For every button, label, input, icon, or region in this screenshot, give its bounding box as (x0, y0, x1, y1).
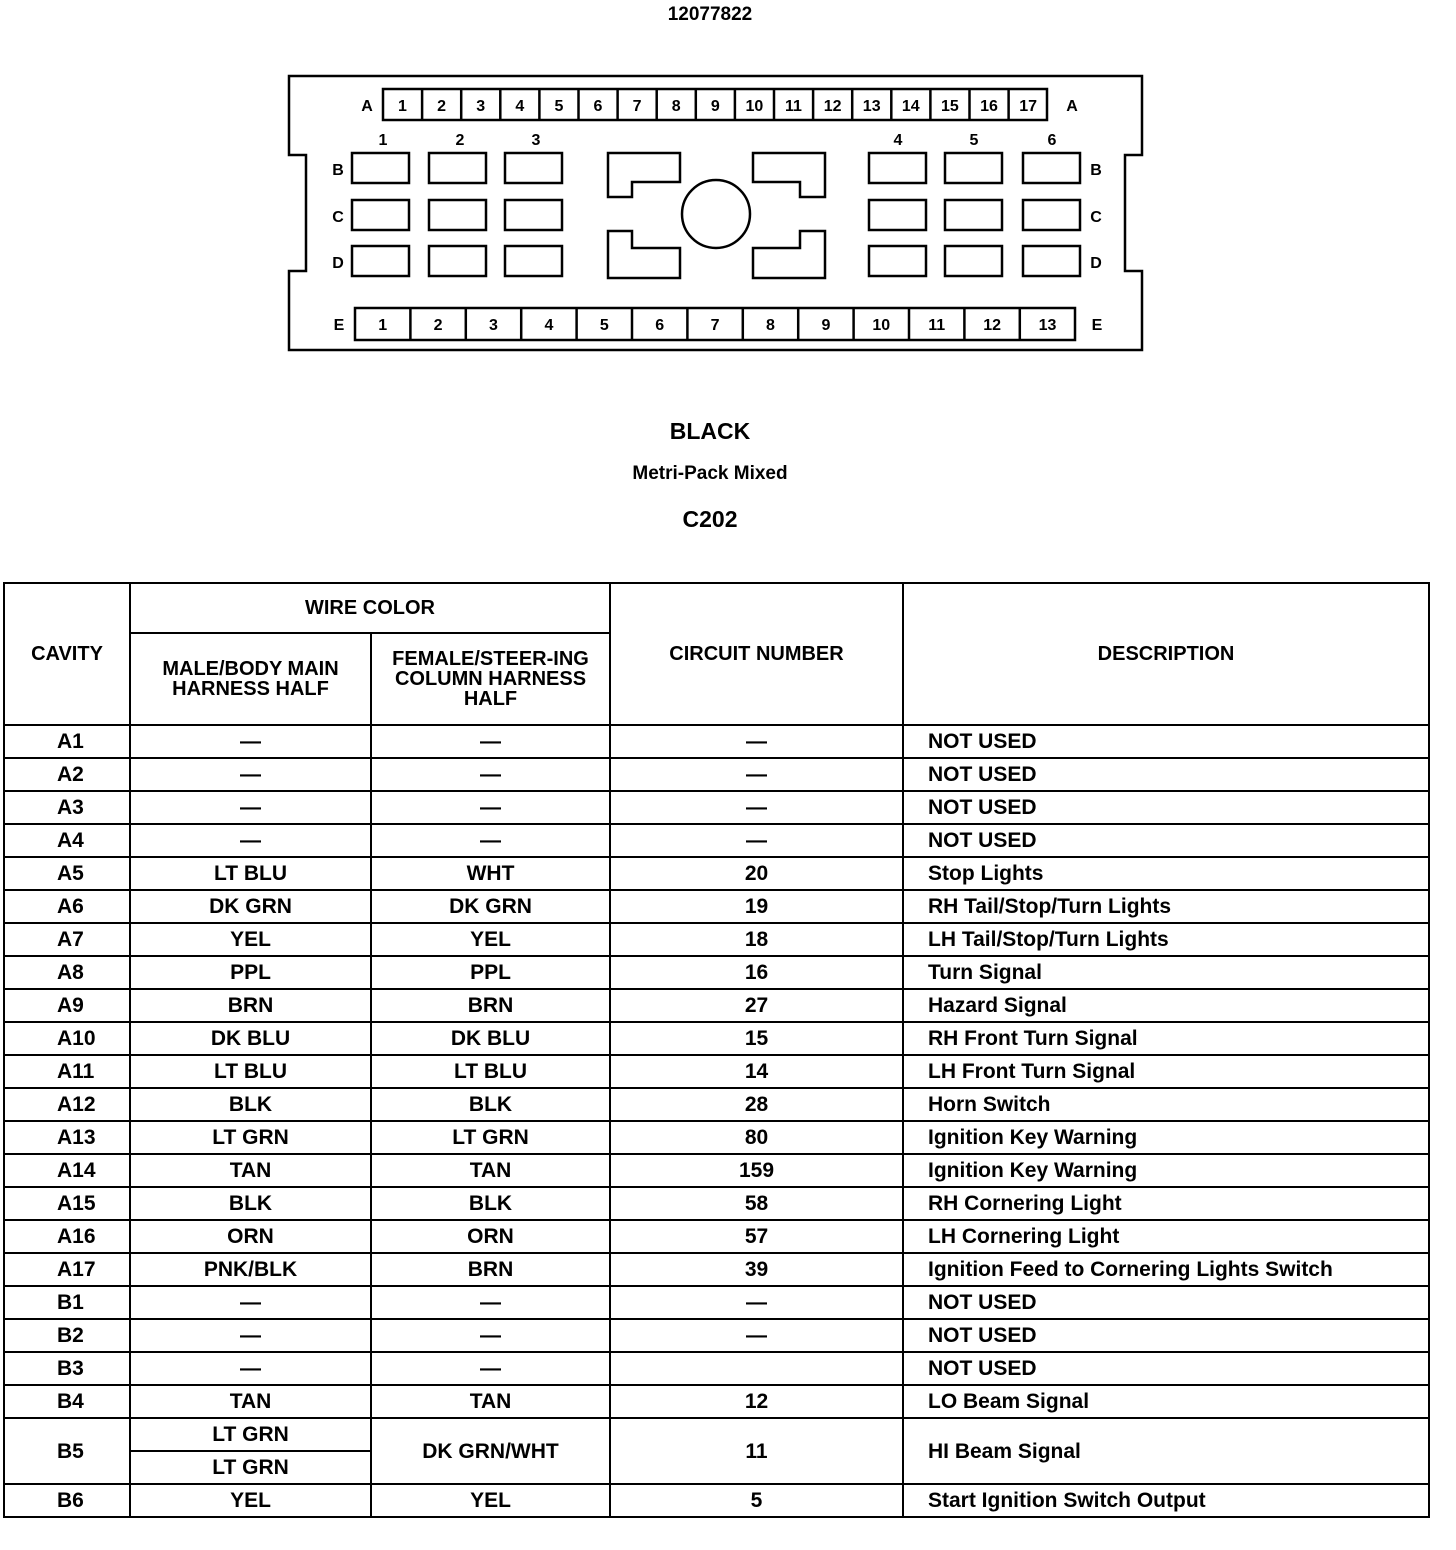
cell-cavity: A15 (4, 1187, 130, 1220)
table-row (4, 1121, 1429, 1154)
cell-male-color: LT GRN (130, 1121, 371, 1154)
terminal-cavity (505, 200, 562, 230)
cell-description: NOT USED (903, 824, 1429, 857)
row-a-pin-number: 15 (941, 98, 959, 115)
cell-male-color: LT GRN (130, 1451, 371, 1484)
cell-description: NOT USED (903, 791, 1429, 824)
cell-circuit-number: 27 (610, 989, 903, 1022)
cell-male-color: LT GRN (130, 1418, 371, 1451)
grid-col-number-left: 3 (531, 132, 541, 149)
terminal-cavity (352, 153, 409, 183)
table-row (4, 1385, 1429, 1418)
terminal-cavity (945, 246, 1002, 276)
latch-bottom-right (753, 231, 825, 278)
cell-description: LH Cornering Light (903, 1220, 1429, 1253)
pinout-table (3, 582, 1430, 1518)
table-row (4, 1055, 1429, 1088)
cell-male-color: DK GRN (130, 890, 371, 923)
cell-male-color: BLK (130, 1187, 371, 1220)
cell-female-color: — (371, 758, 610, 791)
cell-female-color: DK GRN (371, 890, 610, 923)
part-number: 12077822 (667, 4, 753, 25)
cell-male-color: — (130, 758, 371, 791)
cell-cavity: A7 (4, 923, 130, 956)
header-circuit-number: CIRCUIT NUMBER (610, 583, 903, 725)
cell-description: HI Beam Signal (903, 1418, 1429, 1484)
cell-description: Hazard Signal (903, 989, 1429, 1022)
cell-male-color: YEL (130, 1484, 371, 1517)
cell-circuit-number: — (610, 1286, 903, 1319)
terminal-cavity (352, 246, 409, 276)
cell-circuit-number: 19 (610, 890, 903, 923)
cell-male-color: — (130, 725, 371, 758)
cell-circuit-number: 14 (610, 1055, 903, 1088)
cell-cavity: A4 (4, 824, 130, 857)
cell-cavity: B5 (4, 1418, 130, 1484)
row-a-label-left: A (361, 98, 373, 115)
cell-circuit-number: 11 (610, 1418, 903, 1484)
cell-circuit-number: 16 (610, 956, 903, 989)
cell-circuit-number: 58 (610, 1187, 903, 1220)
cell-circuit-number (610, 1352, 903, 1385)
terminal-cavity (429, 246, 486, 276)
cell-description: RH Cornering Light (903, 1187, 1429, 1220)
cell-cavity: A17 (4, 1253, 130, 1286)
table-row (4, 1187, 1429, 1220)
grid-col-number-right: 6 (1047, 132, 1057, 149)
row-a-pin-number: 12 (823, 98, 842, 115)
table-row (4, 758, 1429, 791)
cell-male-color: BRN (130, 989, 371, 1022)
cell-cavity: A8 (4, 956, 130, 989)
latch-top-right (753, 153, 825, 197)
cell-female-color: ORN (371, 1220, 610, 1253)
row-a-label-right: A (1066, 98, 1078, 115)
cell-description: Ignition Key Warning (903, 1154, 1429, 1187)
header-female-half: FEMALE/STEER-ING COLUMN HARNESS HALF (371, 633, 610, 725)
row-e-label-right: E (1091, 317, 1103, 334)
row-a-pin-number: 3 (476, 98, 486, 115)
cell-description: RH Tail/Stop/Turn Lights (903, 890, 1429, 923)
cell-cavity: A9 (4, 989, 130, 1022)
row-e-pin-number: 8 (766, 317, 775, 334)
terminal-cavity (429, 200, 486, 230)
grid-row-label-right: C (1090, 209, 1102, 226)
connector-id: C202 (682, 506, 738, 532)
header-wire-color: WIRE COLOR (130, 583, 610, 633)
cell-circuit-number: 12 (610, 1385, 903, 1418)
cell-cavity: A10 (4, 1022, 130, 1055)
grid-row-label-left: B (332, 162, 344, 179)
table-row (4, 791, 1429, 824)
row-e-terminals (334, 308, 1103, 340)
terminal-cavity (869, 200, 926, 230)
cell-male-color: ORN (130, 1220, 371, 1253)
connector-face-diagram (0, 0, 1456, 400)
row-a-pin-number: 4 (515, 98, 525, 115)
table-row (4, 1088, 1429, 1121)
cell-description: LH Tail/Stop/Turn Lights (903, 923, 1429, 956)
table-row (4, 725, 1429, 758)
table-row (4, 857, 1429, 890)
cell-cavity: A13 (4, 1121, 130, 1154)
row-e-pin-number: 12 (983, 317, 1001, 334)
latch-top-left (608, 153, 680, 197)
row-a-pin-number: 9 (710, 98, 720, 115)
cell-description: Horn Switch (903, 1088, 1429, 1121)
cell-circuit-number: — (610, 758, 903, 791)
cell-description: NOT USED (903, 1286, 1429, 1319)
table-row (4, 1352, 1429, 1385)
cell-description: NOT USED (903, 1352, 1429, 1385)
grid-col-number-left: 2 (455, 132, 465, 149)
cell-male-color: PPL (130, 956, 371, 989)
cell-female-color: DK GRN/WHT (371, 1418, 610, 1484)
cell-female-color: BLK (371, 1187, 610, 1220)
cell-male-color: — (130, 1352, 371, 1385)
row-a-pin-number: 11 (785, 98, 802, 115)
terminal-cavity (945, 200, 1002, 230)
table-row (4, 1286, 1429, 1319)
cell-female-color: — (371, 824, 610, 857)
cell-female-color: LT BLU (371, 1055, 610, 1088)
table-row (4, 1022, 1429, 1055)
cell-description: Start Ignition Switch Output (903, 1484, 1429, 1517)
cell-male-color: DK BLU (130, 1022, 371, 1055)
terminal-cavity (352, 200, 409, 230)
cell-cavity: B4 (4, 1385, 130, 1418)
cell-female-color: — (371, 1286, 610, 1319)
connector-color: BLACK (669, 418, 751, 444)
cell-description: NOT USED (903, 1319, 1429, 1352)
row-e-pin-number: 11 (928, 317, 946, 334)
cell-cavity: A16 (4, 1220, 130, 1253)
cell-female-color: YEL (371, 1484, 610, 1517)
cell-cavity: A11 (4, 1055, 130, 1088)
row-a-pin-number: 14 (901, 98, 920, 115)
grid-row-label-right: D (1090, 255, 1102, 272)
cell-description: NOT USED (903, 758, 1429, 791)
table-row (4, 824, 1429, 857)
row-e-pin-number: 7 (710, 317, 720, 334)
cell-female-color: LT GRN (371, 1121, 610, 1154)
cell-circuit-number: — (610, 824, 903, 857)
cell-circuit-number: 57 (610, 1220, 903, 1253)
cell-female-color: TAN (371, 1154, 610, 1187)
terminal-cavity (505, 153, 562, 183)
table-row (4, 1154, 1429, 1187)
table-row (4, 989, 1429, 1022)
cell-female-color: TAN (371, 1385, 610, 1418)
row-e-pin-number: 4 (544, 317, 554, 334)
grid-row-label-left: D (332, 255, 344, 272)
grid-row-label-right: B (1090, 162, 1102, 179)
cell-cavity: B6 (4, 1484, 130, 1517)
row-e-pin-number: 5 (599, 317, 609, 334)
cell-female-color: — (371, 1319, 610, 1352)
row-a-terminals (361, 89, 1078, 120)
cell-circuit-number: 39 (610, 1253, 903, 1286)
terminal-cavity (1023, 153, 1080, 183)
row-e-pin-number: 13 (1038, 317, 1057, 334)
terminal-cavity (1023, 246, 1080, 276)
cell-cavity: A1 (4, 725, 130, 758)
grid-col-number-right: 4 (893, 132, 903, 149)
center-bolt-hole (682, 180, 750, 248)
row-e-label-left: E (333, 317, 345, 334)
table-row (4, 1253, 1429, 1286)
header-cavity: CAVITY (4, 583, 130, 725)
terminal-cavity (429, 153, 486, 183)
cell-description: NOT USED (903, 725, 1429, 758)
cell-description: Turn Signal (903, 956, 1429, 989)
cell-female-color: — (371, 1352, 610, 1385)
cell-cavity: A2 (4, 758, 130, 791)
header-male-half: MALE/BODY MAIN HARNESS HALF (130, 633, 371, 725)
table-row (4, 956, 1429, 989)
table-row (4, 1220, 1429, 1253)
cell-circuit-number: 159 (610, 1154, 903, 1187)
row-a-pin-number: 13 (862, 98, 881, 115)
cell-male-color: LT BLU (130, 1055, 371, 1088)
table-row (4, 1484, 1429, 1517)
row-e-pin-number: 2 (433, 317, 443, 334)
cell-description: Stop Lights (903, 857, 1429, 890)
grid-row-label-left: C (332, 209, 344, 226)
row-a-pin-number: 7 (632, 98, 642, 115)
header-description: DESCRIPTION (903, 583, 1429, 725)
row-e-pin-number: 6 (655, 317, 665, 334)
cell-female-color: DK BLU (371, 1022, 610, 1055)
grid-col-number-right: 5 (969, 132, 979, 149)
latch-bottom-left (608, 231, 680, 278)
cell-circuit-number: 5 (610, 1484, 903, 1517)
table-row (4, 890, 1429, 923)
connector-series: Metri-Pack Mixed (632, 463, 788, 484)
cell-description: Ignition Feed to Cornering Lights Switch (903, 1253, 1429, 1286)
cell-male-color: — (130, 824, 371, 857)
cell-circuit-number: 80 (610, 1121, 903, 1154)
cell-circuit-number: — (610, 1319, 903, 1352)
cell-male-color: YEL (130, 923, 371, 956)
grid-col-number-left: 1 (378, 132, 388, 149)
row-a-pin-number: 1 (398, 98, 407, 115)
cell-circuit-number: 20 (610, 857, 903, 890)
cell-circuit-number: 15 (610, 1022, 903, 1055)
row-e-pin-number: 3 (489, 317, 498, 334)
cell-cavity: B3 (4, 1352, 130, 1385)
cell-cavity: A12 (4, 1088, 130, 1121)
cell-circuit-number: 28 (610, 1088, 903, 1121)
cell-male-color: BLK (130, 1088, 371, 1121)
cell-cavity: A6 (4, 890, 130, 923)
row-a-pin-number: 5 (554, 98, 564, 115)
row-e-pin-number: 10 (872, 317, 891, 334)
cell-male-color: — (130, 791, 371, 824)
cell-description: RH Front Turn Signal (903, 1022, 1429, 1055)
table-row (4, 1319, 1429, 1352)
terminal-cavity (869, 246, 926, 276)
cell-description: LO Beam Signal (903, 1385, 1429, 1418)
cell-circuit-number: 18 (610, 923, 903, 956)
row-e-pin-number: 9 (821, 317, 831, 334)
cell-male-color: — (130, 1319, 371, 1352)
terminal-cavity (945, 153, 1002, 183)
row-bcd-terminals (332, 132, 1102, 276)
cell-female-color: BLK (371, 1088, 610, 1121)
cell-female-color: PPL (371, 956, 610, 989)
row-a-pin-number: 2 (437, 98, 447, 115)
cell-female-color: BRN (371, 989, 610, 1022)
cell-female-color: WHT (371, 857, 610, 890)
row-e-pin-number: 1 (378, 317, 388, 334)
cell-female-color: YEL (371, 923, 610, 956)
cell-male-color: TAN (130, 1385, 371, 1418)
table-row (4, 1418, 1429, 1451)
cell-cavity: B2 (4, 1319, 130, 1352)
row-a-pin-number: 6 (593, 98, 603, 115)
cell-cavity: A5 (4, 857, 130, 890)
row-a-pin-number: 17 (1019, 98, 1037, 115)
cell-male-color: TAN (130, 1154, 371, 1187)
cell-female-color: — (371, 725, 610, 758)
row-a-pin-number: 8 (671, 98, 681, 115)
row-a-pin-number: 16 (980, 98, 998, 115)
cell-male-color: LT BLU (130, 857, 371, 890)
cell-male-color: — (130, 1286, 371, 1319)
terminal-cavity (505, 246, 562, 276)
table-row (4, 923, 1429, 956)
cell-cavity: A3 (4, 791, 130, 824)
cell-female-color: BRN (371, 1253, 610, 1286)
terminal-cavity (869, 153, 926, 183)
cell-description: Ignition Key Warning (903, 1121, 1429, 1154)
cell-male-color: PNK/BLK (130, 1253, 371, 1286)
cell-cavity: B1 (4, 1286, 130, 1319)
cell-description: LH Front Turn Signal (903, 1055, 1429, 1088)
cell-cavity: A14 (4, 1154, 130, 1187)
row-a-pin-number: 10 (745, 98, 764, 115)
cell-female-color: — (371, 791, 610, 824)
terminal-cavity (1023, 200, 1080, 230)
cell-circuit-number: — (610, 791, 903, 824)
cell-circuit-number: — (610, 725, 903, 758)
